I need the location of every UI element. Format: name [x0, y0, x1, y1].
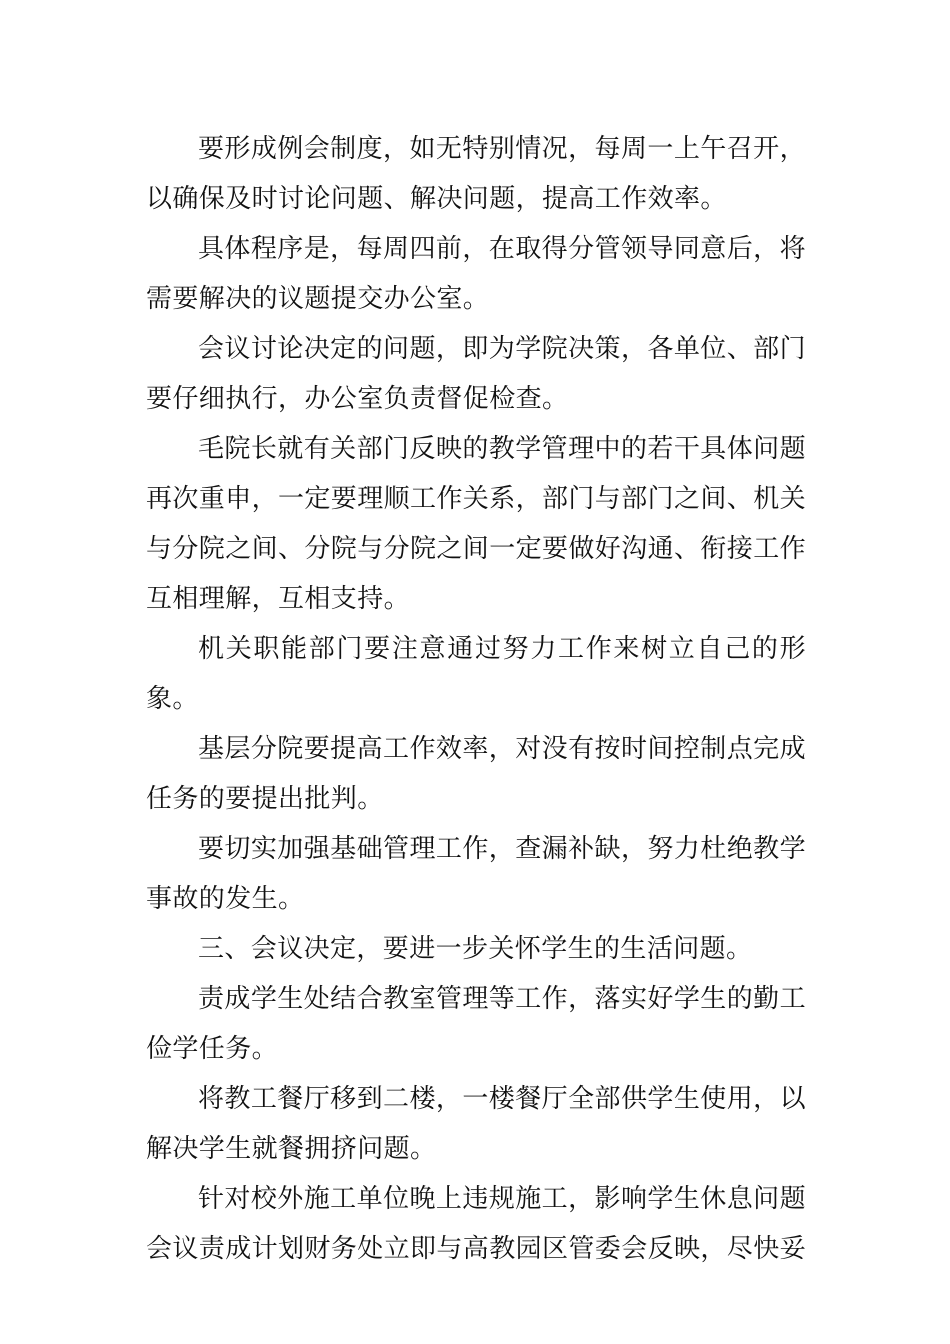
paragraph-10: 将教工餐厅移到二楼，一楼餐厅全部供学生使用，以解决学生就餐拥挤问题。: [146, 1084, 806, 1164]
paragraph-7: 要切实加强基础管理工作，查漏补缺，努力杜绝教学事故的发生。: [146, 834, 806, 914]
paragraph-3: 会议讨论决定的问题，即为学院决策，各单位、部门要仔细执行，办公室负责督促检查。: [146, 334, 806, 414]
paragraph-1: 要形成例会制度，如无特别情况，每周一上午召开，以确保及时讨论问题、解决问题，提高工作效率。: [146, 134, 806, 214]
paragraph-6: 基层分院要提高工作效率，对没有按时间控制点完成任务的要提出批判。: [146, 734, 806, 814]
paragraph-4: 毛院长就有关部门反映的教学管理中的若干具体问题再次重申，一定要理顺工作关系，部门与部门之间、机关与分院之间、分院与分院之间一定要做好沟通、衔接工作互相理解，互相支持。: [146, 434, 807, 614]
document-body: [146, 124, 806, 1274]
paragraph-8: 三、会议决定，要进一步关怀学生的生活问题。: [198, 934, 753, 964]
paragraph-9: 责成学生处结合教室管理等工作，落实好学生的勤工俭学任务。: [146, 984, 806, 1064]
paragraph-5: 机关职能部门要注意通过努力工作来树立自己的形象。: [146, 634, 806, 714]
paragraph-11: 针对校外施工单位晚上违规施工，影响学生休息问题会议责成计划财务处立即与高教园区管委会反映，尽快妥: [146, 1184, 807, 1264]
paragraph-2: 具体程序是，每周四前，在取得分管领导同意后，将需要解决的议题提交办公室。: [146, 234, 806, 314]
